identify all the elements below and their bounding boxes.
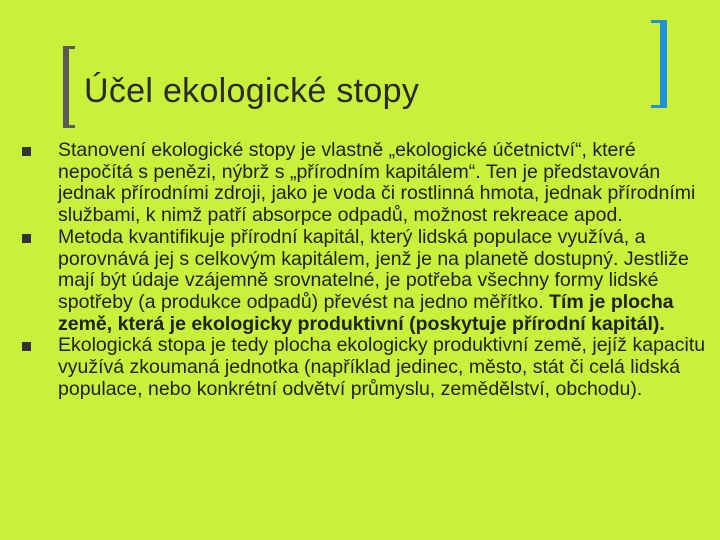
- bullet-item-2: [22, 227, 714, 336]
- square-bullet-icon: [22, 147, 31, 156]
- square-bullet-icon: [22, 342, 31, 351]
- bullet-text: Ekologická stopa je tedy plocha ekologicky produktivní země, jejíž kapacitu využívá zkoumaná jednotka (například jedinec, město, stát či celá lidská populace, nebo konkrétní odvětví průmyslu, zemědělství, obchodu).: [58, 334, 706, 400]
- square-bullet-icon: [22, 234, 31, 243]
- bullet-bold-text: Tím je plocha země, která je ekologicky produktivní (poskytuje přírodní kapitál).: [58, 290, 674, 335]
- bullet-item-1: [22, 140, 714, 227]
- title-left-bracket: [63, 46, 75, 128]
- bullet-item-3: [22, 335, 714, 400]
- bullet-list: [22, 140, 714, 400]
- bullet-text: Stanovení ekologické stopy je vlastně „ekologické účetnictví“, které nepočítá s penězi, nýbrž s „přírodním kapitálem“. Ten je představován jednak přírodními zdroji, jako je voda či rostlinná hmota, jednak přírodními službami, k nimž patří absorpce odpadů, možnost rekreace apod.: [58, 139, 696, 227]
- title-right-bracket: [651, 20, 667, 108]
- slide-title: Účel ekologické stopy: [84, 72, 420, 110]
- bullet-text: Metoda kvantifikuje přírodní kapitál, který lidská populace využívá, a porovnává jej s celkovým kapitálem, jenž je na planetě dostupný. Jestliže mají být údaje vzájemně srovnatelné, je potřeba všechny formy lidské spotřeby (a produkce odpadů) převést na jedno měřítko.: [58, 225, 689, 313]
